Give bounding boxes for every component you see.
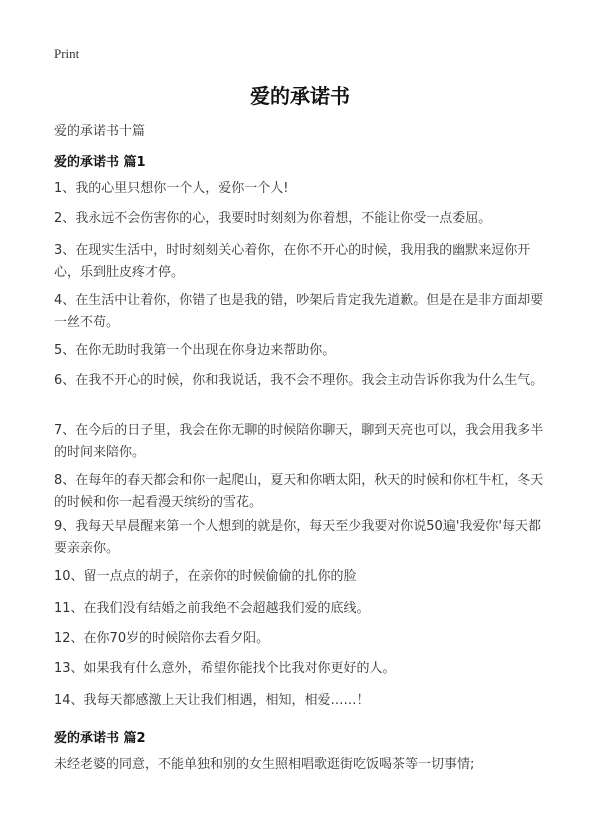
list-item: 未经老婆的同意，不能单独和别的女生照相唱歌逛街吃饭喝茶等一切事情;: [54, 757, 475, 772]
section-heading-2: 爱的承诺书 篇2: [54, 731, 146, 746]
document-title: 爱的承诺书: [250, 84, 350, 108]
list-item: 13、如果我有什么意外，希望你能找个比我对你更好的人。: [54, 661, 396, 676]
list-item: 2、我永远不会伤害你的心，我要时时刻刻为你着想，不能让你受一点委屈。: [54, 211, 492, 226]
list-item: 11、在我们没有结婚之前我绝不会超越我们爱的底线。: [54, 601, 370, 616]
list-item: 12、在你70岁的时候陪你去看夕阳。: [54, 631, 270, 646]
list-item: 6、在我不开心的时候，你和我说话，我不会不理你。我会主动告诉你我为什么生气。: [54, 373, 544, 388]
list-item: 4、在生活中让着你，你错了也是我的错，吵架后肯定我先道歉。但是在是非方面却要一丝不苟。: [54, 293, 544, 330]
list-item: 9、我每天早晨醒来第一个人想到的就是你，每天至少我要对你说50遍'我爱你'每天都要亲亲你。: [54, 519, 541, 556]
section-heading-1: 爱的承诺书 篇1: [54, 155, 146, 170]
list-item: 1、我的心里只想你一个人，爱你一个人!: [54, 181, 289, 196]
document-subtitle: 爱的承诺书十篇: [54, 124, 146, 139]
list-item: 8、在每年的春天都会和你一起爬山，夏天和你晒太阳，秋天的时候和你杠牛杠，冬天的时候和你一起看漫天缤纷的雪花。: [54, 473, 544, 510]
list-item: 10、留一点点的胡子，在亲你的时候偷偷的扎你的脸: [54, 569, 357, 584]
print-link[interactable]: Print: [54, 46, 80, 61]
list-item: 7、在今后的日子里，我会在你无聊的时候陪你聊天，聊到天亮也可以，我会用我多半的时间来陪你。: [54, 423, 544, 460]
list-item: 14、我每天都感激上天让我们相遇，相知，相爱……！: [54, 693, 370, 708]
list-item: 5、在你无助时我第一个出现在你身边来帮助你。: [54, 343, 336, 358]
list-item: 3、在现实生活中，时时刻刻关心着你，在你不开心的时候，我用我的幽默来逗你开心，乐到肚皮疼才停。: [54, 243, 531, 280]
